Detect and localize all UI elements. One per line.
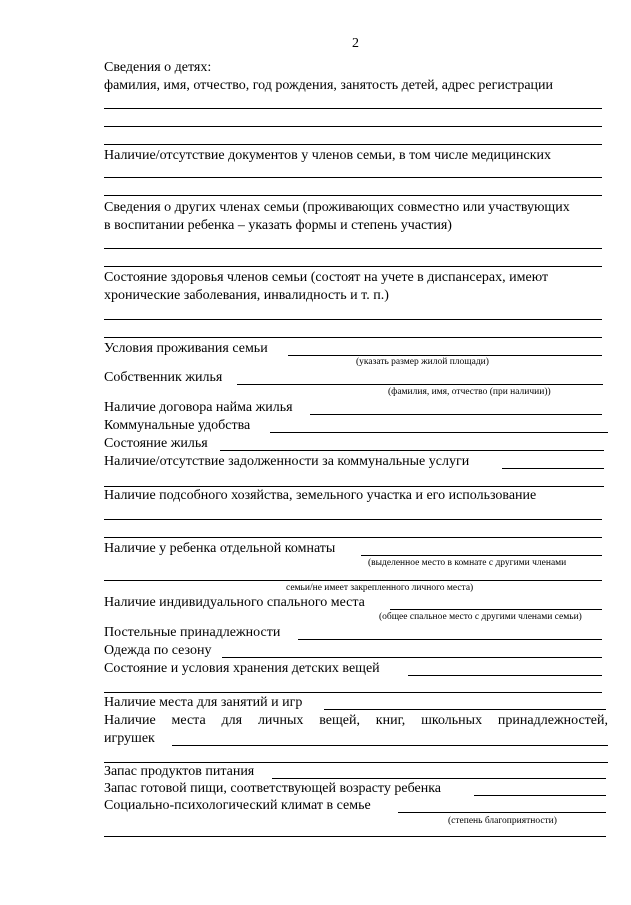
personal-line[interactable] xyxy=(172,745,608,746)
personal-line-2: игрушек xyxy=(104,731,155,746)
owner-line[interactable] xyxy=(237,384,603,385)
clothes-label: Одежда по сезону xyxy=(104,643,212,658)
clothes-line[interactable] xyxy=(222,657,602,658)
food-stock-line[interactable] xyxy=(272,778,606,779)
personal-line-2b[interactable] xyxy=(104,762,608,763)
utilities-line[interactable] xyxy=(270,432,608,433)
climate-line[interactable] xyxy=(398,812,606,813)
linen-line[interactable] xyxy=(298,639,602,640)
living-label: Условия проживания семьи xyxy=(104,341,268,356)
study-place-line[interactable] xyxy=(324,709,606,710)
documents-line-2[interactable] xyxy=(104,195,602,196)
living-hint: (указать размер жилой площади) xyxy=(356,357,489,367)
lease-label: Наличие договора найма жилья xyxy=(104,400,293,415)
health-line-2: хронические заболевания, инвалидность и т. п.) xyxy=(104,288,389,303)
household-label: Наличие подсобного хозяйства, земельного участка и его использование xyxy=(104,488,537,503)
study-place-label: Наличие места для занятий и игр xyxy=(104,695,303,710)
food-stock-label: Запас продуктов питания xyxy=(104,764,255,779)
children-line-3[interactable] xyxy=(104,144,602,145)
housing-state-line[interactable] xyxy=(220,450,604,451)
debt-label: Наличие/отсутствие задолженности за коммунальные услуги xyxy=(104,454,470,469)
living-line[interactable] xyxy=(288,355,602,356)
owner-hint: (фамилия, имя, отчество (при наличии)) xyxy=(388,387,551,397)
storage-line[interactable] xyxy=(408,675,602,676)
bed-label: Наличие индивидуального спального места xyxy=(104,595,365,610)
owner-label: Собственник жилья xyxy=(104,370,223,385)
other-members-line-1: Сведения о других членах семьи (проживающих совместно или участвующих xyxy=(104,200,570,215)
linen-label: Постельные принадлежности xyxy=(104,625,281,640)
household-line-1[interactable] xyxy=(104,519,602,520)
children-heading: Сведения о детях: xyxy=(104,60,212,75)
bed-hint: (общее спальное место с другими членами семьи) xyxy=(379,612,582,622)
health-line-a[interactable] xyxy=(104,319,602,320)
housing-state-label: Состояние жилья xyxy=(104,436,208,451)
debt-line[interactable] xyxy=(502,468,604,469)
debt-line-2[interactable] xyxy=(104,486,604,487)
room-hint-2: семьи/не имеет закрепленного личного места) xyxy=(286,583,474,593)
bed-line[interactable] xyxy=(390,609,602,610)
documents-label: Наличие/отсутствие документов у членов семьи, в том числе медицинских xyxy=(104,148,552,163)
room-label: Наличие у ребенка отдельной комнаты xyxy=(104,541,336,556)
children-fields: фамилия, имя, отчество, год рождения, занятость детей, адрес регистрации xyxy=(104,78,554,93)
utilities-label: Коммунальные удобства xyxy=(104,418,251,433)
health-line-1: Состояние здоровья членов семьи (состоят на учете в диспансерах, имеют xyxy=(104,270,549,285)
room-hint-1: (выделенное место в комнате с другими членами xyxy=(368,558,567,568)
storage-line-2[interactable] xyxy=(104,692,602,693)
other-members-line-2: в воспитании ребенка – указать формы и степень участия) xyxy=(104,218,452,233)
storage-label: Состояние и условия хранения детских вещей xyxy=(104,661,380,676)
room-line[interactable] xyxy=(361,555,602,556)
climate-hint: (степень благоприятности) xyxy=(448,816,557,826)
ready-food-label: Запас готовой пищи, соответствующей возрасту ребенка xyxy=(104,781,442,796)
other-members-line-a[interactable] xyxy=(104,248,602,249)
room-line-2[interactable] xyxy=(104,580,602,581)
personal-line-1: Наличие места для личных вещей, книг, школьных принадлежностей, xyxy=(104,713,608,728)
page-number: 2 xyxy=(352,36,359,51)
children-line-2[interactable] xyxy=(104,126,602,127)
health-line-b[interactable] xyxy=(104,337,602,338)
children-line-1[interactable] xyxy=(104,108,602,109)
climate-line-2[interactable] xyxy=(104,836,606,837)
ready-food-line[interactable] xyxy=(474,795,606,796)
other-members-line-b[interactable] xyxy=(104,266,602,267)
documents-line-1[interactable] xyxy=(104,177,602,178)
climate-label: Социально-психологический климат в семье xyxy=(104,798,371,813)
lease-line[interactable] xyxy=(310,414,602,415)
household-line-2[interactable] xyxy=(104,537,602,538)
